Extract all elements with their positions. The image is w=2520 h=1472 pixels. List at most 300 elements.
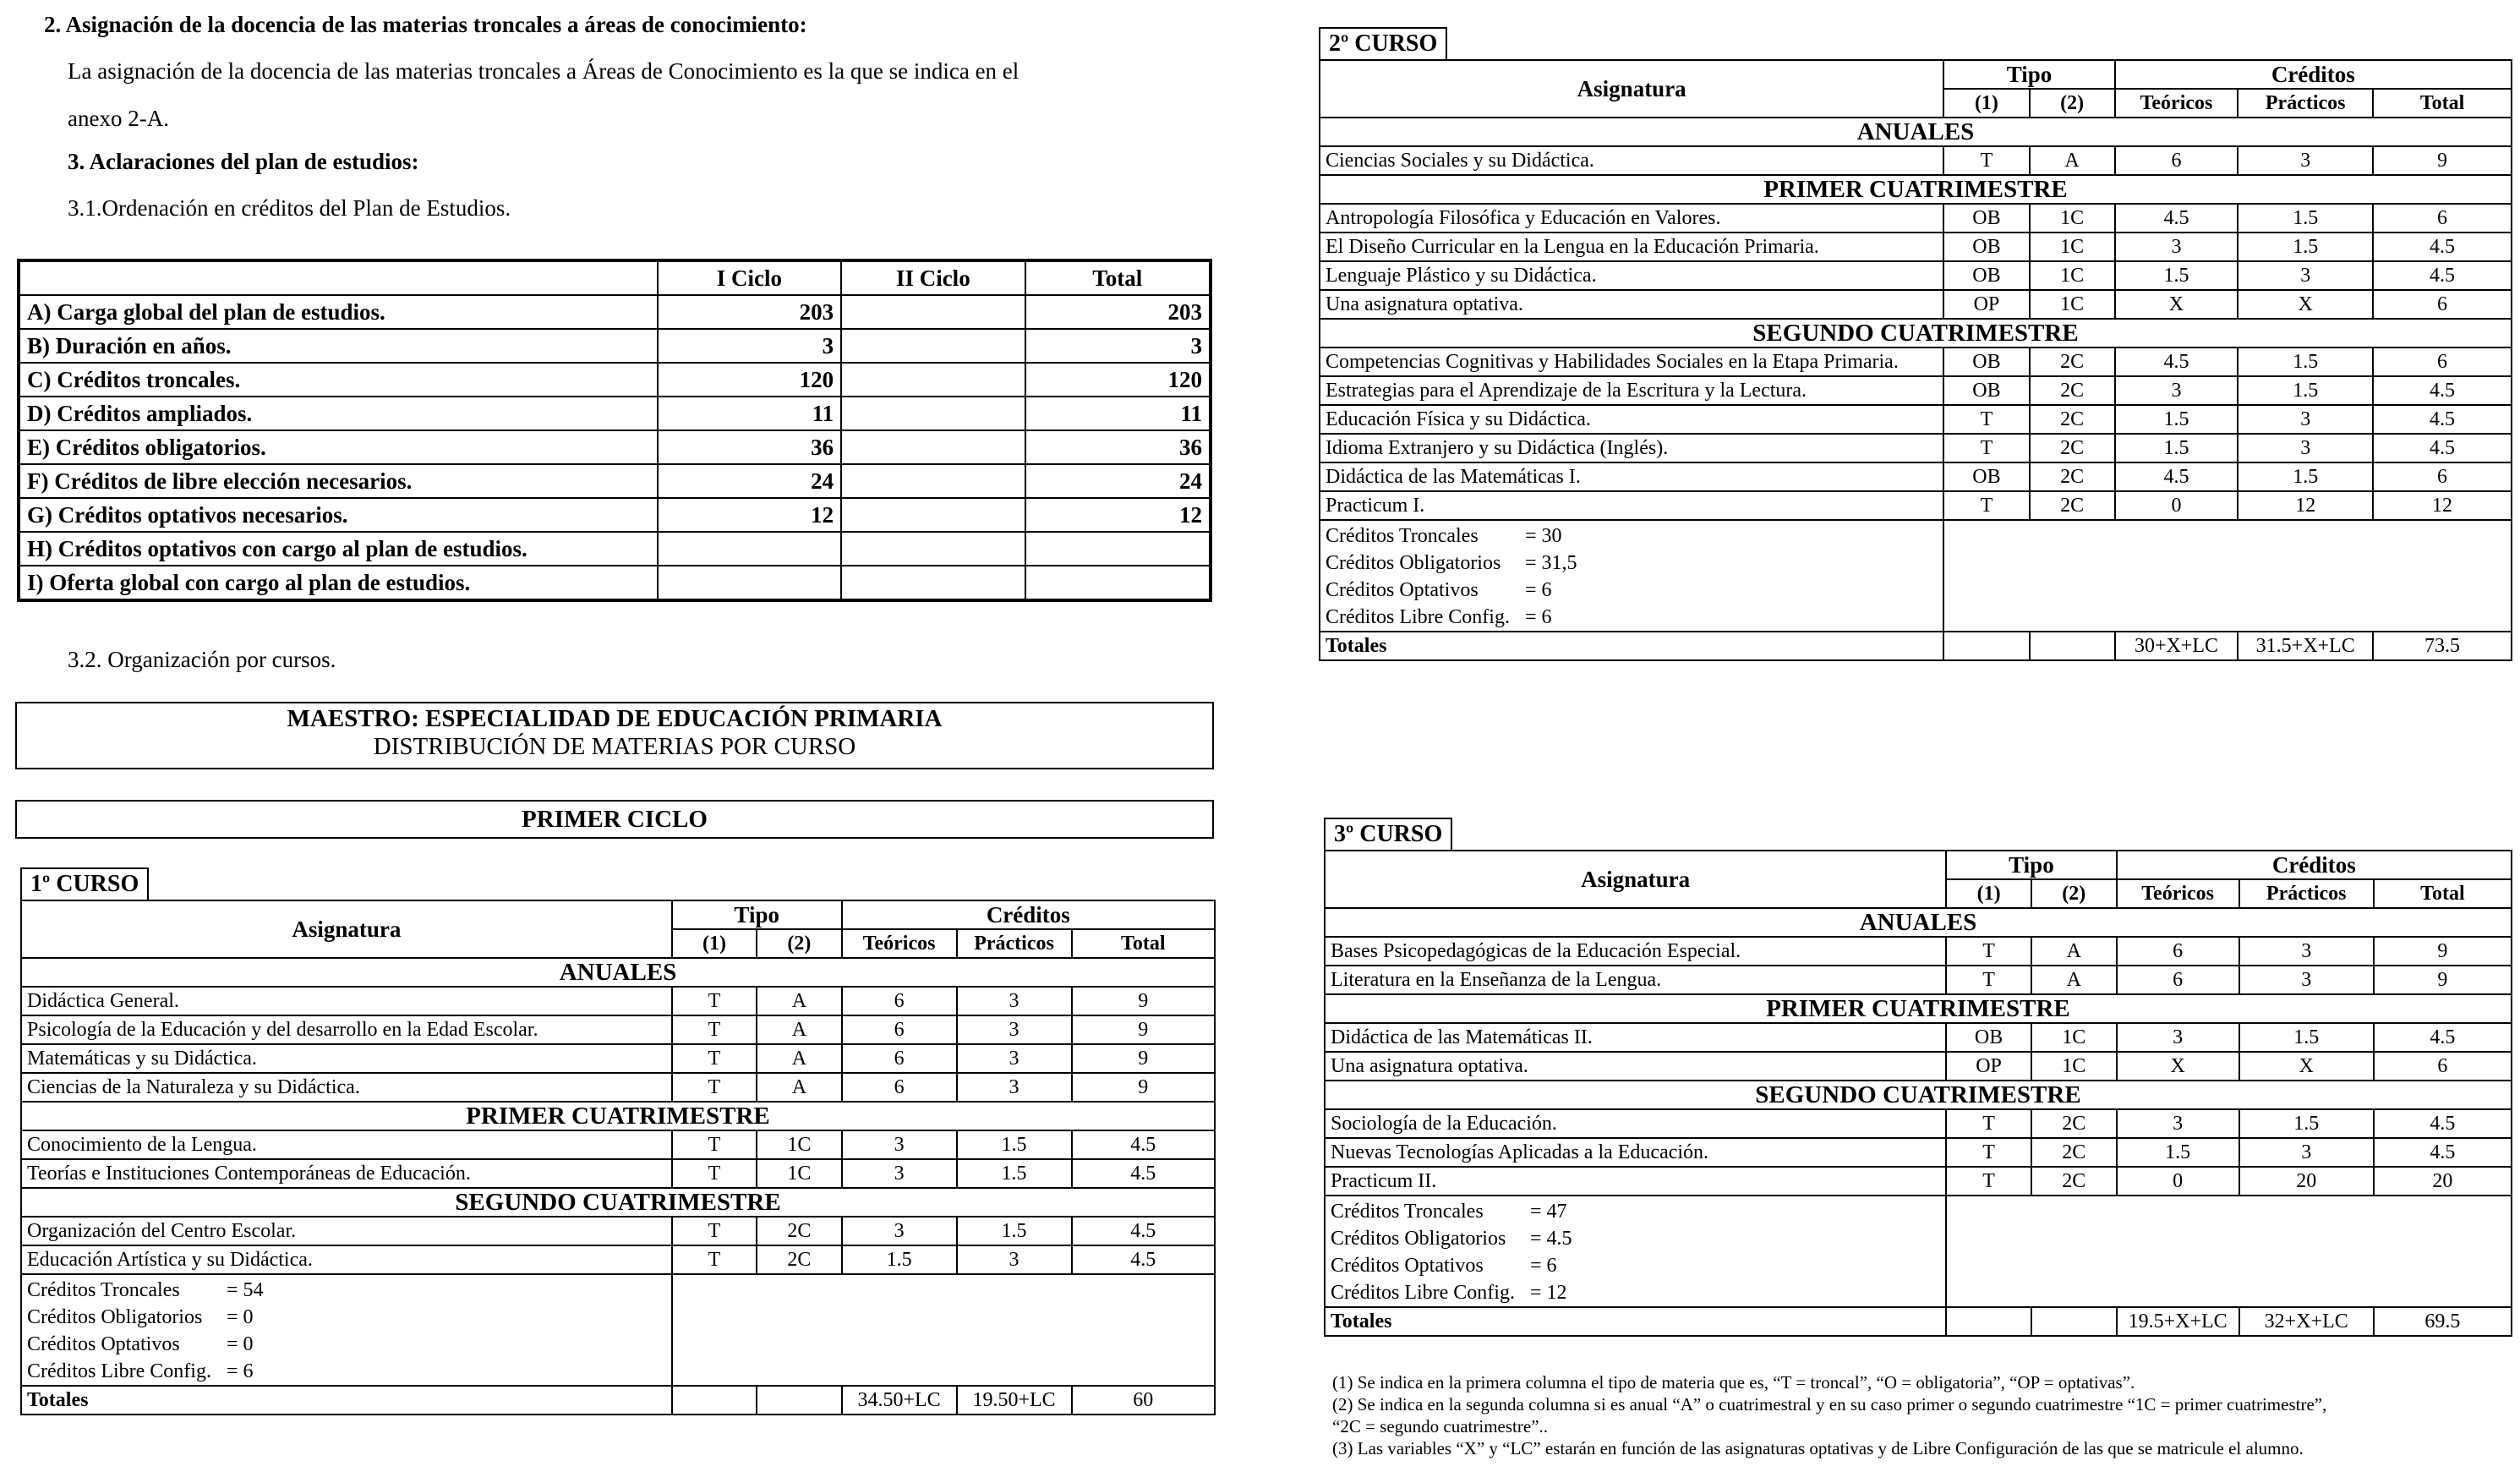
section-title: SEGUNDO CUATRIMESTRE xyxy=(1325,1081,2512,1109)
subject-name: Conocimiento de la Lengua. xyxy=(21,1130,672,1159)
credits-summary-value: = 6 xyxy=(1525,606,1552,628)
section-3-2-subheading: 3.2. Organización por cursos. xyxy=(68,647,336,672)
footnote-line: “2C = segundo cuatrimestre”.. xyxy=(1332,1416,1549,1436)
summary-ii-ciclo xyxy=(841,295,1025,329)
section-title: ANUALES xyxy=(21,958,1215,987)
tipo-1: OP xyxy=(1943,290,2029,319)
tipo-1: T xyxy=(1946,1109,2031,1138)
totals-label: Totales xyxy=(21,1386,672,1415)
creditos-teoricos: 6 xyxy=(2115,146,2238,175)
summary-row xyxy=(19,464,1211,498)
credits-summary-line xyxy=(1326,550,1938,577)
creditos-total: 9 xyxy=(1072,1015,1215,1044)
creditos-teoricos: 3 xyxy=(842,1217,957,1245)
section-row xyxy=(1325,1081,2512,1109)
creditos-teoricos: 3 xyxy=(2115,233,2238,261)
subject-name: Una asignatura optativa. xyxy=(1320,290,1943,319)
creditos-practicos: X xyxy=(2239,1052,2374,1081)
creditos-practicos: 3 xyxy=(2239,937,2374,966)
creditos-total: 4.5 xyxy=(2373,376,2512,405)
subject-name: Didáctica de las Matemáticas I. xyxy=(1320,462,1943,491)
table-row xyxy=(21,1015,1215,1044)
summary-i-ciclo: 11 xyxy=(658,397,841,430)
section-title: PRIMER CUATRIMESTRE xyxy=(21,1102,1215,1130)
creditos-practicos: 3 xyxy=(2238,146,2373,175)
creditos-practicos: 3 xyxy=(2238,434,2373,462)
tipo-1: OB xyxy=(1943,347,2029,376)
tipo-2: 2C xyxy=(2030,405,2115,434)
header-tipo-1: (1) xyxy=(672,929,757,958)
subject-name: Practicum II. xyxy=(1325,1167,1946,1196)
summary-i-ciclo: 12 xyxy=(658,498,841,532)
tipo-2: 2C xyxy=(2030,462,2115,491)
credits-summary-label: Créditos Optativos xyxy=(1326,579,1479,601)
credits-summary-label: Créditos Libre Config. xyxy=(1331,1282,1515,1304)
subject-name: Ciencias Sociales y su Didáctica. xyxy=(1320,146,1943,175)
summary-total: 12 xyxy=(1025,498,1211,532)
maestro-title-box xyxy=(15,702,1214,769)
header-total: Total xyxy=(1025,260,1211,295)
summary-i-ciclo xyxy=(658,566,841,600)
header-row xyxy=(21,900,1215,929)
table-row xyxy=(1325,1138,2512,1167)
credits-summary-value: = 6 xyxy=(1530,1255,1557,1277)
credits-summary-line xyxy=(27,1304,666,1331)
creditos-practicos: 3 xyxy=(957,1245,1072,1274)
creditos-total: 12 xyxy=(2373,491,2512,520)
header-row xyxy=(1325,851,2512,879)
header-tipo-2: (2) xyxy=(2030,89,2115,118)
credits-summary-row xyxy=(21,1274,1215,1386)
creditos-teoricos: 3 xyxy=(2115,376,2238,405)
header-tipo-2: (2) xyxy=(757,929,841,958)
creditos-teoricos: 4.5 xyxy=(2115,347,2238,376)
tipo-2: 1C xyxy=(2030,204,2115,233)
creditos-practicos: 1.5 xyxy=(2238,462,2373,491)
summary-label: A) Carga global del plan de estudios. xyxy=(19,295,658,329)
tipo-2: A xyxy=(757,1015,841,1044)
summary-row xyxy=(19,532,1211,566)
table-row xyxy=(1325,937,2512,966)
creditos-teoricos: 0 xyxy=(2115,491,2238,520)
summary-label: G) Créditos optativos necesarios. xyxy=(19,498,658,532)
tipo-2: 1C xyxy=(2030,233,2115,261)
table-row xyxy=(1325,1023,2512,1052)
totals-total: 69.5 xyxy=(2374,1307,2512,1336)
creditos-total: 6 xyxy=(2374,1052,2512,1081)
section-title: PRIMER CUATRIMESTRE xyxy=(1320,175,2512,204)
creditos-total: 4.5 xyxy=(2374,1138,2512,1167)
table-row xyxy=(21,1159,1215,1188)
table-row xyxy=(21,1130,1215,1159)
summary-label: B) Duración en años. xyxy=(19,329,658,363)
tipo-1: OB xyxy=(1943,204,2029,233)
creditos-total: 9 xyxy=(1072,987,1215,1015)
tipo-1: T xyxy=(672,1245,757,1274)
credits-summary-cell xyxy=(1325,1196,1946,1307)
credits-summary-value: = 30 xyxy=(1525,525,1562,547)
subject-name: Nuevas Tecnologías Aplicadas a la Educación. xyxy=(1325,1138,1946,1167)
tipo-1: T xyxy=(672,1217,757,1245)
subject-name: Teorías e Instituciones Contemporáneas de Educación. xyxy=(21,1159,672,1188)
tipo-1: T xyxy=(672,1044,757,1073)
credits-summary-cell xyxy=(21,1274,672,1386)
creditos-total: 4.5 xyxy=(1072,1159,1215,1188)
section-row xyxy=(1320,118,2512,146)
creditos-practicos: 1.5 xyxy=(2239,1109,2374,1138)
section-3-heading: 3. Aclaraciones del plan de estudios: xyxy=(68,149,419,174)
credits-summary-value: = 47 xyxy=(1530,1201,1567,1223)
header-practicos: Prácticos xyxy=(2238,89,2373,118)
summary-i-ciclo: 24 xyxy=(658,464,841,498)
creditos-total: 4.5 xyxy=(2374,1023,2512,1052)
section-2-heading: 2. Asignación de la docencia de las materias troncales a áreas de conocimiento: xyxy=(44,12,807,37)
summary-ii-ciclo xyxy=(841,329,1025,363)
creditos-teoricos: 6 xyxy=(842,987,957,1015)
tipo-1: T xyxy=(672,1159,757,1188)
credits-summary-line xyxy=(1331,1252,1940,1279)
section-row xyxy=(21,1102,1215,1130)
creditos-practicos: 1.5 xyxy=(2238,204,2373,233)
subject-name: Sociología de la Educación. xyxy=(1325,1109,1946,1138)
tipo-2: 2C xyxy=(2030,491,2115,520)
totals-practicos: 32+X+LC xyxy=(2239,1307,2374,1336)
tipo-1: T xyxy=(672,1073,757,1102)
tipo-2: A xyxy=(2031,937,2117,966)
tipo-2: A xyxy=(2030,146,2115,175)
subject-name: Matemáticas y su Didáctica. xyxy=(21,1044,672,1073)
summary-ii-ciclo xyxy=(841,498,1025,532)
totals-row xyxy=(21,1386,1215,1415)
creditos-practicos: 1.5 xyxy=(2238,347,2373,376)
totals-blank-1 xyxy=(672,1386,757,1415)
summary-total: 24 xyxy=(1025,464,1211,498)
creditos-practicos: 3 xyxy=(2239,966,2374,994)
section-row xyxy=(1325,994,2512,1023)
creditos-practicos: 12 xyxy=(2238,491,2373,520)
summary-total: 11 xyxy=(1025,397,1211,430)
summary-i-ciclo: 203 xyxy=(658,295,841,329)
credits-summary-line xyxy=(1326,523,1938,550)
header-row xyxy=(1320,60,2512,89)
creditos-total: 4.5 xyxy=(2373,261,2512,290)
summary-ii-ciclo xyxy=(841,397,1025,430)
credits-summary-value: = 0 xyxy=(227,1333,254,1355)
tipo-1: T xyxy=(672,1015,757,1044)
header-total: Total xyxy=(2373,89,2512,118)
table-row xyxy=(21,987,1215,1015)
ciclo-title: PRIMER CICLO xyxy=(522,806,708,833)
creditos-total: 9 xyxy=(2373,146,2512,175)
tipo-2: A xyxy=(2031,966,2117,994)
summary-row xyxy=(19,397,1211,430)
tipo-1: T xyxy=(1943,491,2029,520)
tipo-2: A xyxy=(757,1044,841,1073)
creditos-total: 4.5 xyxy=(2373,434,2512,462)
credits-summary-value: = 12 xyxy=(1530,1282,1567,1304)
credits-summary-line xyxy=(1326,577,1938,604)
credits-summary-line xyxy=(27,1277,666,1304)
curso-label: 3º CURSO xyxy=(1324,818,1452,850)
table-row xyxy=(1325,966,2512,994)
totals-teoricos: 34.50+LC xyxy=(842,1386,957,1415)
credits-summary-row xyxy=(1325,1196,2512,1307)
credits-summary-line xyxy=(27,1358,666,1385)
section-row xyxy=(1325,908,2512,937)
credits-summary-label: Créditos Libre Config. xyxy=(1326,606,1510,628)
tipo-1: T xyxy=(1946,1138,2031,1167)
totals-practicos: 19.50+LC xyxy=(957,1386,1072,1415)
credits-summary-value: = 31,5 xyxy=(1525,552,1577,574)
totals-blank-2 xyxy=(2031,1307,2117,1336)
creditos-total: 20 xyxy=(2374,1167,2512,1196)
tipo-2: 2C xyxy=(2031,1167,2117,1196)
creditos-total: 4.5 xyxy=(2374,1109,2512,1138)
tipo-2: 1C xyxy=(2030,290,2115,319)
subject-name: Organización del Centro Escolar. xyxy=(21,1217,672,1245)
summary-ii-ciclo xyxy=(841,430,1025,464)
table-row xyxy=(21,1044,1215,1073)
summary-row xyxy=(19,295,1211,329)
curso-2-block xyxy=(1319,27,2512,661)
table-row xyxy=(1325,1167,2512,1196)
creditos-teoricos: 3 xyxy=(842,1159,957,1188)
section-title: SEGUNDO CUATRIMESTRE xyxy=(1320,319,2512,347)
credits-summary-row xyxy=(1320,520,2512,632)
credits-summary-line xyxy=(1331,1225,1940,1252)
tipo-2: 2C xyxy=(2031,1109,2117,1138)
subject-name: Idioma Extranjero y su Didáctica (Inglés). xyxy=(1320,434,1943,462)
totals-label: Totales xyxy=(1325,1307,1946,1336)
creditos-total: 4.5 xyxy=(1072,1130,1215,1159)
summary-label: E) Créditos obligatorios. xyxy=(19,430,658,464)
header-practicos: Prácticos xyxy=(957,929,1072,958)
totals-practicos: 31.5+X+LC xyxy=(2238,632,2373,660)
ciclo-title-box xyxy=(15,800,1214,839)
section-row xyxy=(21,1188,1215,1217)
summary-i-ciclo: 120 xyxy=(658,363,841,397)
table-row xyxy=(1320,146,2512,175)
table-row xyxy=(1320,405,2512,434)
creditos-practicos: 1.5 xyxy=(2239,1023,2374,1052)
creditos-teoricos: 6 xyxy=(842,1073,957,1102)
tipo-1: T xyxy=(1946,1167,2031,1196)
creditos-total: 6 xyxy=(2373,347,2512,376)
table-row xyxy=(1320,347,2512,376)
header-tipo-1: (1) xyxy=(1946,879,2031,908)
totals-total: 60 xyxy=(1072,1386,1215,1415)
subject-name: Didáctica de las Matemáticas II. xyxy=(1325,1023,1946,1052)
summary-label: H) Créditos optativos con cargo al plan de estudios. xyxy=(19,532,658,566)
totals-blank-2 xyxy=(2030,632,2115,660)
credits-summary-table xyxy=(17,259,1212,602)
creditos-total: 6 xyxy=(2373,462,2512,491)
tipo-1: T xyxy=(672,987,757,1015)
creditos-teoricos: 6 xyxy=(2117,937,2239,966)
curso-label: 2º CURSO xyxy=(1319,27,1447,59)
footnote-line: (3) Las variables “X” y “LC” estarán en función de las asignaturas optativas y de Libre Configuración de las que se matricule el alumno. xyxy=(1332,1438,2304,1458)
tipo-2: 1C xyxy=(2030,261,2115,290)
curso-table xyxy=(20,900,1216,1415)
header-asignatura: Asignatura xyxy=(21,900,672,958)
credits-summary-line xyxy=(1331,1198,1940,1225)
creditos-teoricos: 1.5 xyxy=(2115,434,2238,462)
creditos-practicos: 3 xyxy=(2238,261,2373,290)
subject-name: Didáctica General. xyxy=(21,987,672,1015)
totals-blank-2 xyxy=(757,1386,841,1415)
header-teoricos: Teóricos xyxy=(2117,879,2239,908)
creditos-practicos: 3 xyxy=(957,1044,1072,1073)
header-asignatura: Asignatura xyxy=(1325,851,1946,908)
summary-row xyxy=(19,498,1211,532)
summary-label: I) Oferta global con cargo al plan de estudios. xyxy=(19,566,658,600)
creditos-practicos: 20 xyxy=(2239,1167,2374,1196)
tipo-2: A xyxy=(757,987,841,1015)
summary-label: D) Créditos ampliados. xyxy=(19,397,658,430)
credits-summary-line xyxy=(27,1331,666,1358)
summary-total xyxy=(1025,566,1211,600)
summary-row xyxy=(19,363,1211,397)
creditos-practicos: 3 xyxy=(2239,1138,2374,1167)
summary-blank xyxy=(672,1274,1215,1386)
tipo-1: OB xyxy=(1943,462,2029,491)
subject-name: Lenguaje Plástico y su Didáctica. xyxy=(1320,261,1943,290)
summary-ii-ciclo xyxy=(841,566,1025,600)
creditos-teoricos: 3 xyxy=(842,1130,957,1159)
header-creditos: Créditos xyxy=(2117,851,2512,879)
tipo-2: A xyxy=(757,1073,841,1102)
footnotes xyxy=(1332,1371,2516,1459)
table-row xyxy=(1320,261,2512,290)
creditos-total: 9 xyxy=(1072,1073,1215,1102)
summary-blank xyxy=(1943,520,2512,632)
creditos-total: 4.5 xyxy=(1072,1217,1215,1245)
summary-total: 203 xyxy=(1025,295,1211,329)
creditos-teoricos: 6 xyxy=(842,1044,957,1073)
summary-label: F) Créditos de libre elección necesarios. xyxy=(19,464,658,498)
creditos-practicos: 3 xyxy=(957,1073,1072,1102)
tipo-1: T xyxy=(1943,434,2029,462)
summary-i-ciclo xyxy=(658,532,841,566)
header-tipo: Tipo xyxy=(1943,60,2114,89)
table-row xyxy=(1320,204,2512,233)
footnote-line: (2) Se indica en la segunda columna si es anual “A” o cuatrimestral y en su caso primer o segundo cuatrimestre “1C = primer cuatrimestre”, xyxy=(1332,1394,2327,1415)
creditos-teoricos: 6 xyxy=(2117,966,2239,994)
tipo-2: 1C xyxy=(757,1130,841,1159)
header-tipo: Tipo xyxy=(1946,851,2116,879)
credits-summary-value: = 0 xyxy=(227,1306,254,1328)
header-ii-ciclo: II Ciclo xyxy=(841,260,1025,295)
creditos-teoricos: 6 xyxy=(842,1015,957,1044)
section-3-1-subheading: 3.1.Ordenación en créditos del Plan de Estudios. xyxy=(68,195,511,221)
creditos-practicos: 1.5 xyxy=(957,1159,1072,1188)
creditos-practicos: 3 xyxy=(2238,405,2373,434)
tipo-1: T xyxy=(1943,405,2029,434)
summary-row xyxy=(19,329,1211,363)
creditos-teoricos: 1.5 xyxy=(842,1245,957,1274)
curso-label: 1º CURSO xyxy=(20,867,149,900)
creditos-total: 9 xyxy=(2374,937,2512,966)
tipo-1: T xyxy=(1946,937,2031,966)
subject-name: Educación Artística y su Didáctica. xyxy=(21,1245,672,1274)
totals-teoricos: 30+X+LC xyxy=(2115,632,2238,660)
subject-name: Practicum I. xyxy=(1320,491,1943,520)
subject-name: Bases Psicopedagógicas de la Educación Especial. xyxy=(1325,937,1946,966)
credits-summary-value: = 6 xyxy=(1525,579,1552,601)
summary-blank xyxy=(1946,1196,2512,1307)
table-row xyxy=(1320,434,2512,462)
creditos-teoricos: 0 xyxy=(2117,1167,2239,1196)
creditos-total: 9 xyxy=(2374,966,2512,994)
summary-ii-ciclo xyxy=(841,532,1025,566)
header-tipo-1: (1) xyxy=(1943,89,2029,118)
summary-i-ciclo: 3 xyxy=(658,329,841,363)
table-row xyxy=(1320,462,2512,491)
curso-table xyxy=(1324,850,2512,1337)
header-asignatura: Asignatura xyxy=(1320,60,1943,118)
creditos-teoricos: 1.5 xyxy=(2115,405,2238,434)
totals-teoricos: 19.5+X+LC xyxy=(2117,1307,2239,1336)
header-total: Total xyxy=(2374,879,2512,908)
credits-summary-label: Créditos Optativos xyxy=(1331,1255,1484,1277)
subject-name: Educación Física y su Didáctica. xyxy=(1320,405,1943,434)
totals-blank-1 xyxy=(1946,1307,2031,1336)
section-title: SEGUNDO CUATRIMESTRE xyxy=(21,1188,1215,1217)
creditos-teoricos: 1.5 xyxy=(2115,261,2238,290)
tipo-1: T xyxy=(1943,146,2029,175)
totals-row xyxy=(1320,632,2512,660)
tipo-1: OB xyxy=(1943,376,2029,405)
curso-3-block xyxy=(1324,818,2512,1337)
tipo-2: 1C xyxy=(2031,1052,2117,1081)
credits-summary-line xyxy=(1326,604,1938,631)
credits-summary-label: Créditos Troncales xyxy=(27,1279,180,1301)
summary-total: 36 xyxy=(1025,430,1211,464)
totals-blank-1 xyxy=(1943,632,2029,660)
creditos-practicos: X xyxy=(2238,290,2373,319)
creditos-practicos: 1.5 xyxy=(957,1217,1072,1245)
footnote-line: (1) Se indica en la primera columna el tipo de materia que es, “T = troncal”, “O = obligatoria”, “OP = optativas”. xyxy=(1332,1372,2135,1393)
creditos-total: 6 xyxy=(2373,290,2512,319)
creditos-teoricos: X xyxy=(2115,290,2238,319)
tipo-2: 1C xyxy=(757,1159,841,1188)
creditos-teoricos: 4.5 xyxy=(2115,204,2238,233)
tipo-1: T xyxy=(672,1130,757,1159)
table-row xyxy=(1325,1109,2512,1138)
curso-table xyxy=(1319,59,2512,661)
summary-row xyxy=(19,566,1211,600)
header-practicos: Prácticos xyxy=(2239,879,2374,908)
table-row xyxy=(21,1245,1215,1274)
maestro-title: MAESTRO: ESPECIALIDAD DE EDUCACIÓN PRIMARIA xyxy=(287,705,943,732)
totals-label: Totales xyxy=(1320,632,1943,660)
section-row xyxy=(1320,319,2512,347)
creditos-practicos: 1.5 xyxy=(957,1130,1072,1159)
subject-name: Estrategias para el Aprendizaje de la Escritura y la Lectura. xyxy=(1320,376,1943,405)
credits-summary-value: = 6 xyxy=(227,1360,254,1382)
header-tipo-2: (2) xyxy=(2031,879,2117,908)
subject-name: Psicología de la Educación y del desarrollo en la Edad Escolar. xyxy=(21,1015,672,1044)
tipo-2: 2C xyxy=(2030,434,2115,462)
tipo-1: OB xyxy=(1943,233,2029,261)
table-row xyxy=(1320,376,2512,405)
table-row xyxy=(1320,233,2512,261)
subject-name: Literatura en la Enseñanza de la Lengua. xyxy=(1325,966,1946,994)
tipo-2: 2C xyxy=(2030,347,2115,376)
maestro-subtitle: DISTRIBUCIÓN DE MATERIAS POR CURSO xyxy=(373,733,856,760)
creditos-practicos: 3 xyxy=(957,987,1072,1015)
header-i-ciclo: I Ciclo xyxy=(658,260,841,295)
